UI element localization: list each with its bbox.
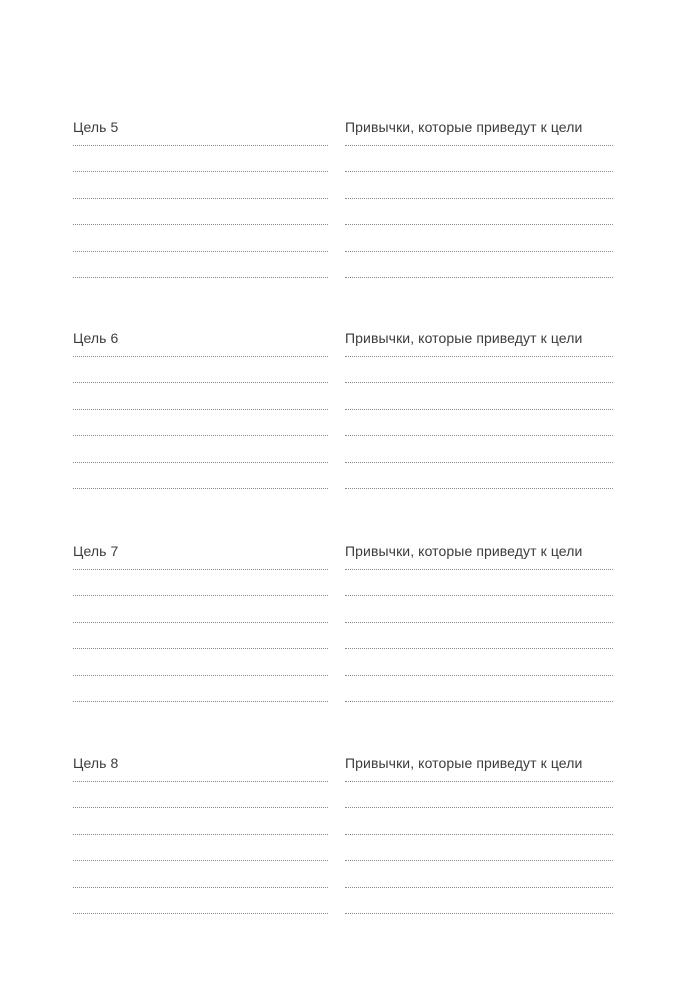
- habits-column: [345, 118, 613, 136]
- goal-block: [0, 542, 681, 732]
- writing-line[interactable]: [73, 488, 328, 489]
- writing-line[interactable]: [73, 834, 328, 835]
- writing-line[interactable]: [345, 488, 613, 489]
- goal-lines: [73, 569, 328, 727]
- habits-lines: [345, 781, 613, 939]
- goal-heading: Цель 5: [73, 119, 119, 135]
- writing-line[interactable]: [345, 595, 613, 596]
- writing-line[interactable]: [73, 435, 328, 436]
- writing-line[interactable]: [345, 701, 613, 702]
- writing-line[interactable]: [345, 145, 613, 146]
- writing-line[interactable]: [345, 224, 613, 225]
- goal-lines: [73, 145, 328, 303]
- writing-line[interactable]: [73, 198, 328, 199]
- goal-column: [73, 754, 328, 772]
- writing-line[interactable]: [73, 622, 328, 623]
- writing-line[interactable]: [345, 435, 613, 436]
- writing-line[interactable]: [73, 701, 328, 702]
- writing-line[interactable]: [345, 462, 613, 463]
- goal-lines: [73, 356, 328, 514]
- writing-line[interactable]: [345, 198, 613, 199]
- writing-line[interactable]: [73, 913, 328, 914]
- writing-line[interactable]: [73, 224, 328, 225]
- writing-line[interactable]: [345, 622, 613, 623]
- habits-column: [345, 329, 613, 347]
- writing-line[interactable]: [73, 462, 328, 463]
- writing-line[interactable]: [345, 834, 613, 835]
- habits-lines: [345, 145, 613, 303]
- writing-line[interactable]: [73, 356, 328, 357]
- writing-line[interactable]: [73, 171, 328, 172]
- writing-line[interactable]: [73, 409, 328, 410]
- goal-block: [0, 754, 681, 944]
- writing-line[interactable]: [345, 781, 613, 782]
- writing-line[interactable]: [73, 860, 328, 861]
- habits-column: [345, 542, 613, 560]
- goal-block: [0, 118, 681, 308]
- writing-line[interactable]: [73, 277, 328, 278]
- habits-heading: Привычки, которые приведут к цели: [345, 543, 583, 559]
- writing-line[interactable]: [73, 251, 328, 252]
- goal-heading: Цель 6: [73, 330, 119, 346]
- writing-line[interactable]: [345, 675, 613, 676]
- writing-line[interactable]: [345, 356, 613, 357]
- writing-line[interactable]: [73, 648, 328, 649]
- writing-line[interactable]: [345, 382, 613, 383]
- habits-heading: Привычки, которые приведут к цели: [345, 755, 583, 771]
- writing-line[interactable]: [345, 569, 613, 570]
- writing-line[interactable]: [345, 648, 613, 649]
- writing-line[interactable]: [345, 171, 613, 172]
- goal-heading: Цель 7: [73, 543, 119, 559]
- habits-column: [345, 754, 613, 772]
- goal-lines: [73, 781, 328, 939]
- goal-column: [73, 118, 328, 136]
- habits-lines: [345, 569, 613, 727]
- writing-line[interactable]: [73, 595, 328, 596]
- goal-column: [73, 542, 328, 560]
- writing-line[interactable]: [73, 887, 328, 888]
- writing-line[interactable]: [73, 675, 328, 676]
- writing-line[interactable]: [345, 913, 613, 914]
- goal-column: [73, 329, 328, 347]
- writing-line[interactable]: [345, 409, 613, 410]
- writing-line[interactable]: [73, 781, 328, 782]
- writing-line[interactable]: [73, 382, 328, 383]
- writing-line[interactable]: [345, 251, 613, 252]
- habits-heading: Привычки, которые приведут к цели: [345, 119, 583, 135]
- habits-heading: Привычки, которые приведут к цели: [345, 330, 583, 346]
- writing-line[interactable]: [73, 807, 328, 808]
- writing-line[interactable]: [345, 887, 613, 888]
- writing-line[interactable]: [345, 860, 613, 861]
- goal-heading: Цель 8: [73, 755, 119, 771]
- writing-line[interactable]: [73, 569, 328, 570]
- goal-block: [0, 329, 681, 519]
- writing-line[interactable]: [345, 807, 613, 808]
- habits-lines: [345, 356, 613, 514]
- writing-line[interactable]: [73, 145, 328, 146]
- writing-line[interactable]: [345, 277, 613, 278]
